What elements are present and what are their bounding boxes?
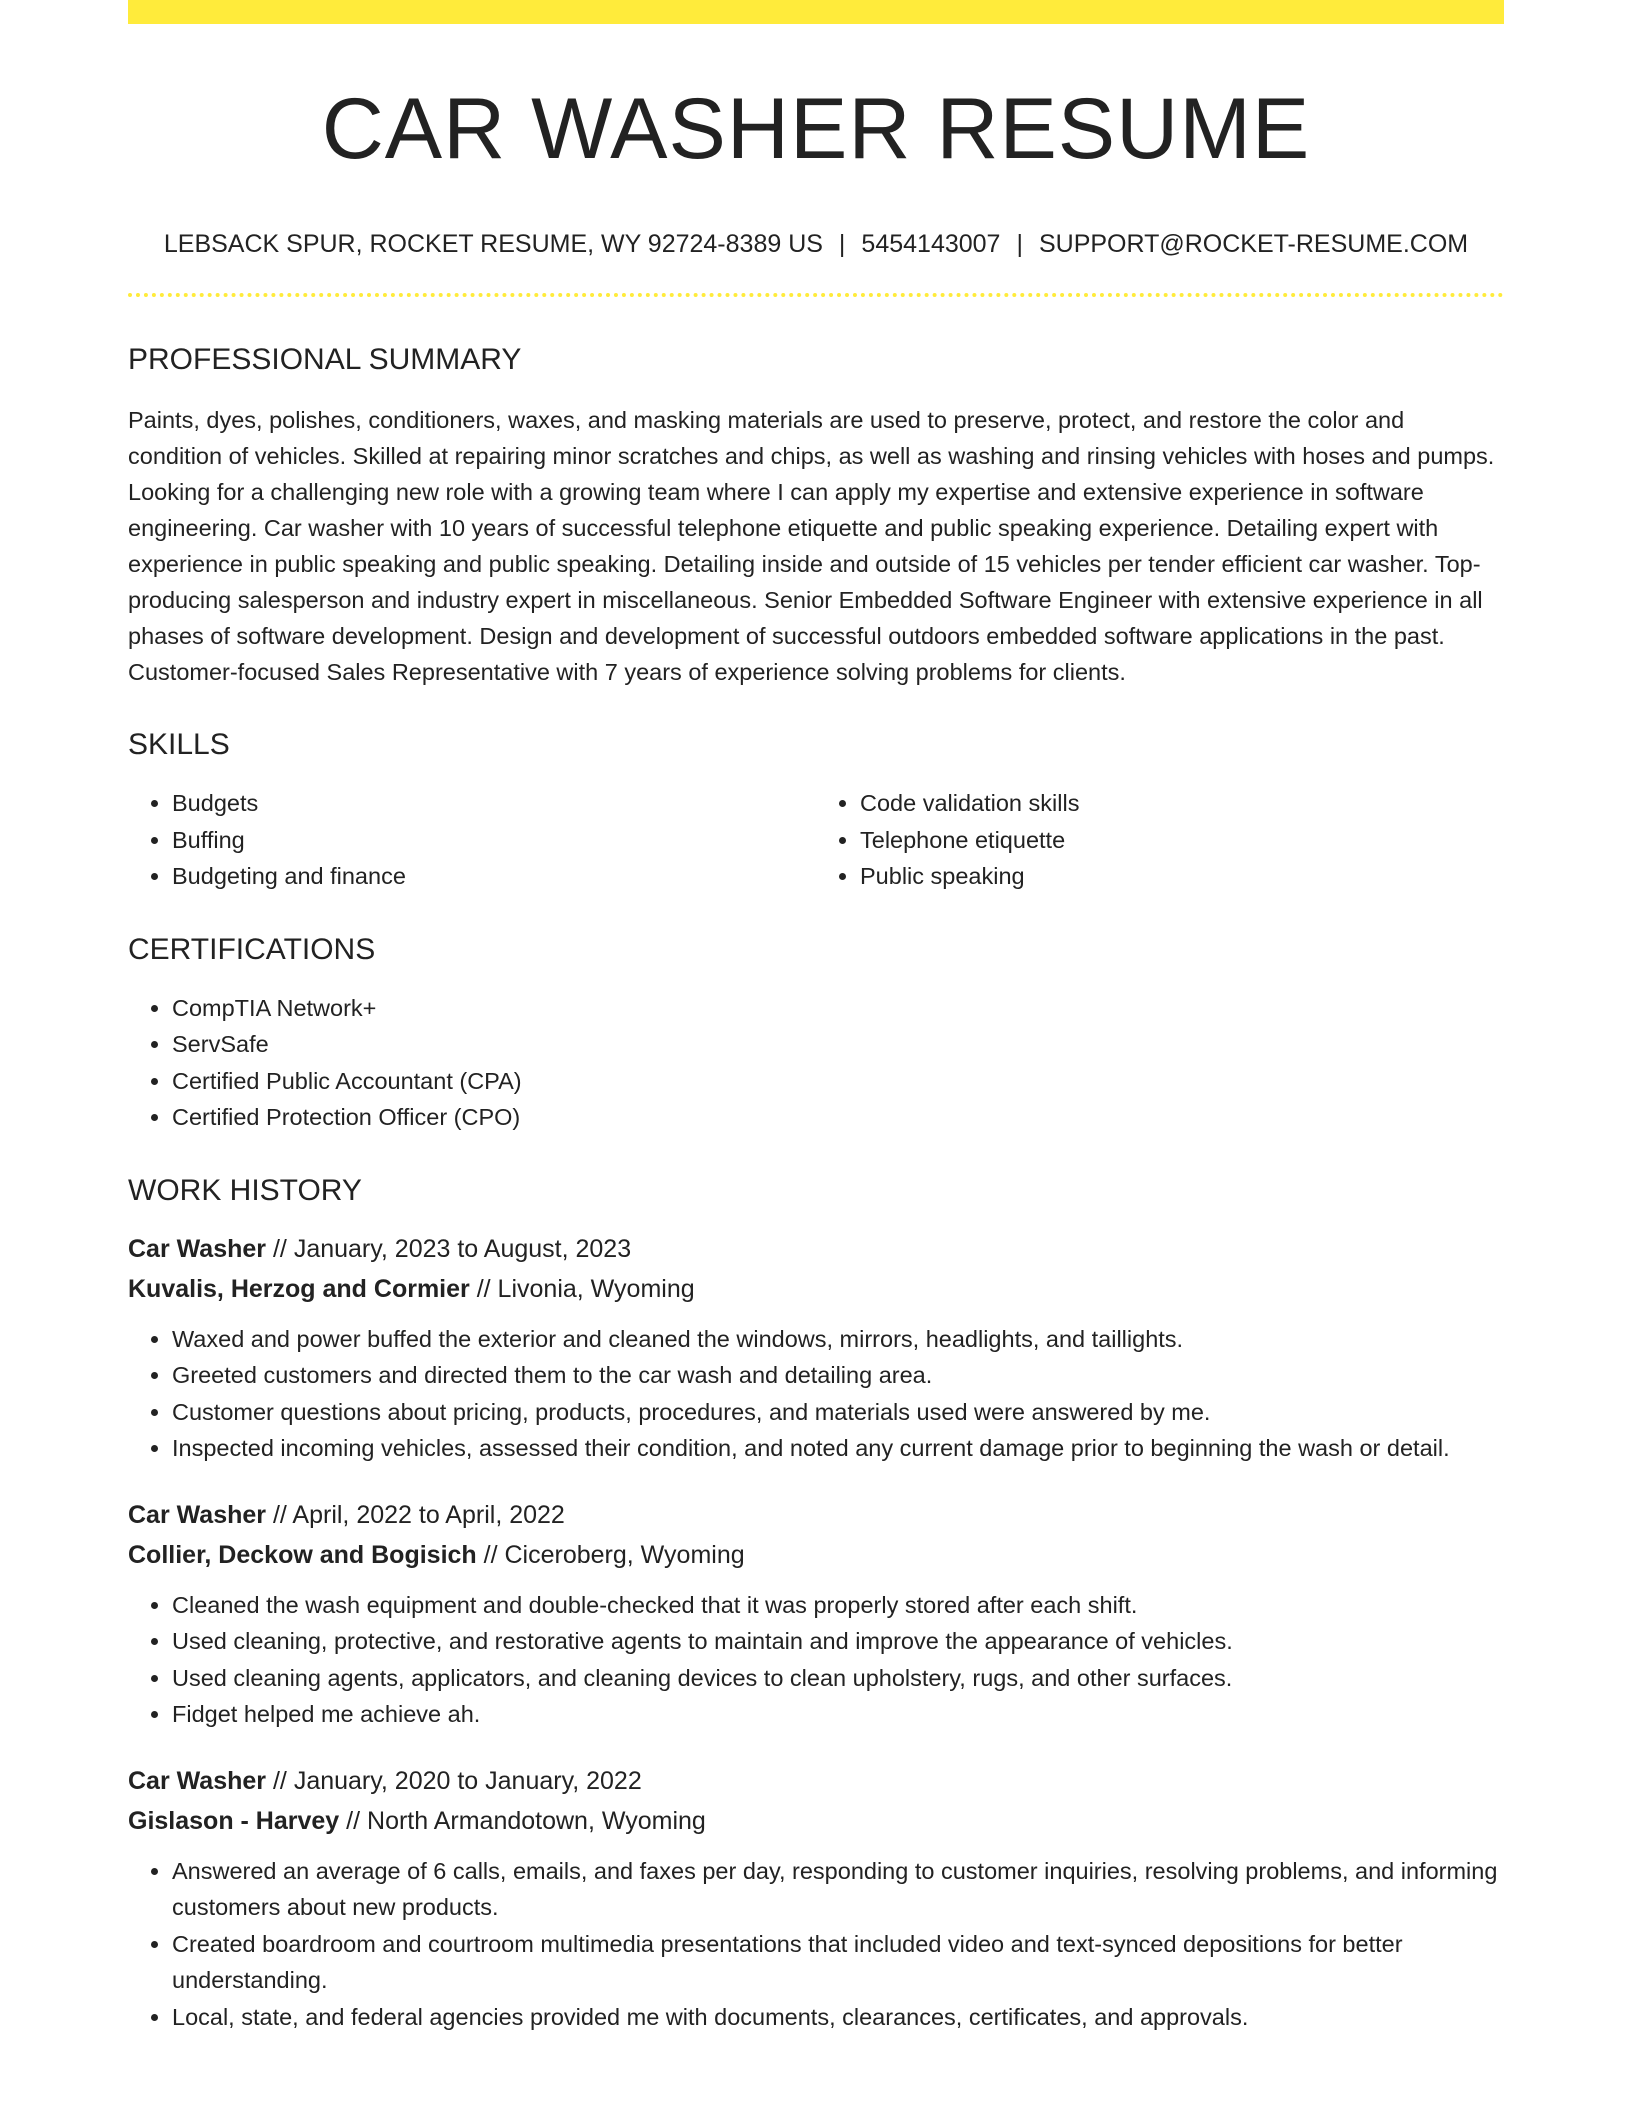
job-title-line: [128, 1229, 1504, 1269]
certifications-heading: CERTIFICATIONS: [128, 932, 376, 966]
job-entry: [128, 1229, 1504, 1467]
top-accent-bar: [128, 0, 1504, 24]
job-location: Ciceroberg, Wyoming: [504, 1540, 745, 1569]
job-title: Car Washer: [128, 1234, 267, 1263]
job-title: Car Washer: [128, 1766, 267, 1795]
resume-title: CAR WASHER RESUME: [321, 81, 1311, 177]
job-bullet: • Customer questions about pricing, products, procedures, and materials used were answered by me.: [172, 1394, 1504, 1431]
job-dates: January, 2020 to January, 2022: [293, 1766, 642, 1795]
skills-list: [128, 785, 1504, 895]
certification-item: • ServSafe: [172, 1026, 1504, 1063]
job-bullet: • Local, state, and federal agencies provided me with documents, clearances, certificates, and approvals.: [172, 1999, 1504, 2036]
job-separator: //: [266, 1500, 293, 1529]
contact-address: LEBSACK SPUR, ROCKET RESUME, WY 92724-8389 US: [163, 230, 823, 258]
summary-text: Paints, dyes, polishes, conditioners, waxes, and masking materials are used to preserve, protect, and restore the color and condition of vehicles. Skilled at repairing minor scratches and chips, as well as washing and rinsing vehicles with hoses and pumps. Looking for a challenging new role with a growing team where I can apply my expertise and extensive experience in software engineering. Car washer with 10 years of successful telephone etiquette and public speaking experience. Detailing expert with experience in public speaking and public speaking. Detailing inside and outside of 15 vehicles per tender efficient car washer. Top-producing salesperson and industry expert in miscellaneous. Senior Embedded Software Engineer with extensive experience in all phases of software development. Design and development of successful outdoors embedded software applications in the past. Customer-focused Sales Representative with 7 years of experience solving problems for clients.: [128, 407, 1495, 685]
contact-phone: 5454143007: [861, 230, 1001, 258]
job-company: Gislason - Harvey: [128, 1806, 340, 1835]
job-bullet: • Used cleaning agents, applicators, and cleaning devices to clean upholstery, rugs, and other surfaces.: [172, 1660, 1504, 1697]
contact-email: SUPPORT@ROCKET-RESUME.COM: [1038, 230, 1469, 258]
job-bullets: [128, 1321, 1504, 1467]
job-bullet: • Fidget helped me achieve ah.: [172, 1696, 1504, 1733]
job-title-line: [128, 1761, 1504, 1801]
skill-item: • Public speaking: [860, 858, 1504, 895]
job-bullets: [128, 1853, 1504, 2036]
contact-separator: |: [838, 230, 846, 258]
job-company-line: [128, 1269, 1504, 1309]
skill-item: • Telephone etiquette: [860, 822, 1504, 859]
job-entry: [128, 1495, 1504, 1733]
summary-heading: PROFESSIONAL SUMMARY: [128, 343, 522, 376]
job-bullet: • Created boardroom and courtroom multimedia presentations that included video and text-synced depositions for better understanding.: [172, 1926, 1504, 1999]
skills-column-right: [816, 785, 1504, 895]
job-company: Collier, Deckow and Bogisich: [128, 1540, 477, 1569]
certification-item: • CompTIA Network+: [172, 990, 1504, 1027]
job-separator: //: [339, 1806, 368, 1835]
work-history-heading: WORK HISTORY: [128, 1173, 362, 1207]
skill-item: • Budgets: [172, 785, 816, 822]
job-location: North Armandotown, Wyoming: [367, 1806, 706, 1835]
job-dates: January, 2023 to August, 2023: [293, 1234, 632, 1263]
skill-item: • Budgeting and finance: [172, 858, 816, 895]
skills-heading: SKILLS: [128, 728, 230, 761]
job-company-line: [128, 1535, 1504, 1575]
job-bullet: • Waxed and power buffed the exterior and cleaned the windows, mirrors, headlights, and taillights.: [172, 1321, 1504, 1358]
job-separator: //: [469, 1274, 498, 1303]
job-title: Car Washer: [128, 1500, 267, 1529]
job-location: Livonia, Wyoming: [497, 1274, 695, 1303]
job-bullet: • Used cleaning, protective, and restorative agents to maintain and improve the appearance of vehicles.: [172, 1623, 1504, 1660]
certifications-list: [128, 990, 1504, 1136]
skill-item: • Code validation skills: [860, 785, 1504, 822]
job-bullet: • Greeted customers and directed them to the car wash and detailing area.: [172, 1357, 1504, 1394]
job-company-line: [128, 1801, 1504, 1841]
job-bullet: • Inspected incoming vehicles, assessed their condition, and noted any current damage prior to beginning the wash or detail.: [172, 1430, 1504, 1467]
skill-item: • Buffing: [172, 822, 816, 859]
resume-page: [128, 0, 1504, 2035]
certification-item: • Certified Protection Officer (CPO): [172, 1099, 1504, 1136]
job-dates: April, 2022 to April, 2022: [292, 1500, 565, 1529]
certification-item: • Certified Public Accountant (CPA): [172, 1063, 1504, 1100]
dotted-divider: [128, 293, 1504, 297]
contact-separator: |: [1016, 230, 1023, 258]
job-separator: //: [266, 1234, 294, 1263]
job-separator: //: [266, 1766, 294, 1795]
job-title-line: [128, 1495, 1504, 1535]
job-bullet: • Cleaned the wash equipment and double-checked that it was properly stored after each shift.: [172, 1587, 1504, 1624]
job-separator: //: [476, 1540, 505, 1569]
job-company: Kuvalis, Herzog and Cormier: [128, 1274, 470, 1303]
job-bullets: [128, 1587, 1504, 1733]
contact-line: [128, 230, 1504, 259]
job-entry: [128, 1761, 1504, 2036]
job-bullet: • Answered an average of 6 calls, emails, and faxes per day, responding to customer inquiries, resolving problems, and informing customers about new products.: [172, 1853, 1504, 1926]
skills-column-left: [128, 785, 816, 895]
